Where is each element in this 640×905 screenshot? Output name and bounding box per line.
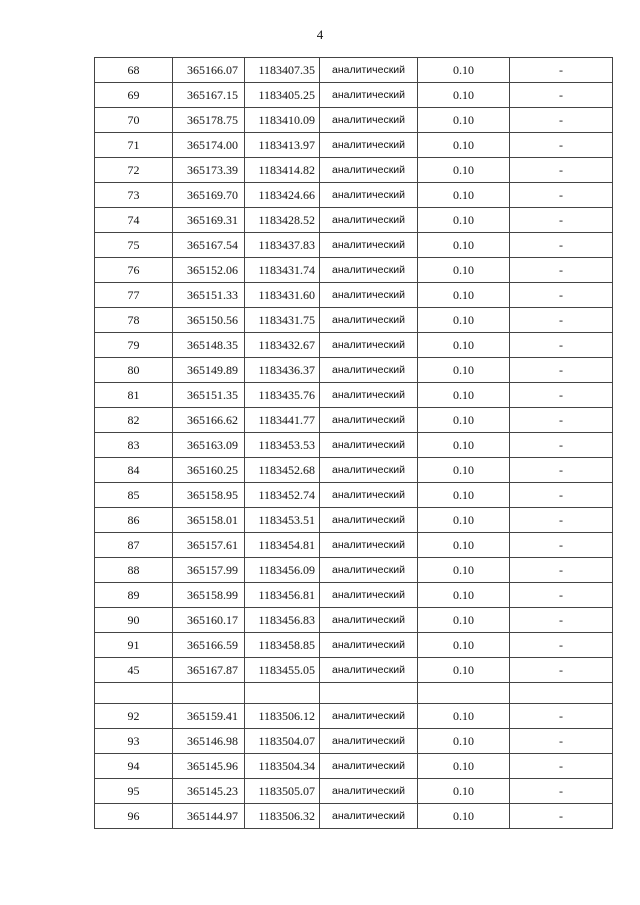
- point-number-cell: 82: [95, 408, 173, 433]
- note-cell: -: [510, 804, 613, 829]
- note-cell: -: [510, 408, 613, 433]
- point-number-cell: 94: [95, 754, 173, 779]
- table-row: [95, 208, 613, 233]
- note-cell: -: [510, 258, 613, 283]
- x-coordinate-cell: 365163.09: [173, 433, 245, 458]
- point-number-cell: 73: [95, 183, 173, 208]
- point-number-cell: 84: [95, 458, 173, 483]
- y-coordinate-cell: 1183456.83: [245, 608, 320, 633]
- table-row: [95, 108, 613, 133]
- accuracy-cell: 0.10: [418, 58, 510, 83]
- x-coordinate-cell: 365178.75: [173, 108, 245, 133]
- x-coordinate-cell: 365169.31: [173, 208, 245, 233]
- note-cell: -: [510, 158, 613, 183]
- point-number-cell: 75: [95, 233, 173, 258]
- x-coordinate-cell: 365149.89: [173, 358, 245, 383]
- y-coordinate-cell: 1183456.09: [245, 558, 320, 583]
- point-number-cell: 88: [95, 558, 173, 583]
- point-number-cell: 70: [95, 108, 173, 133]
- method-cell: аналитический: [320, 233, 418, 258]
- page-number: 4: [316, 27, 324, 42]
- x-coordinate-cell: 365152.06: [173, 258, 245, 283]
- x-coordinate-cell: 365158.95: [173, 483, 245, 508]
- accuracy-cell: 0.10: [418, 633, 510, 658]
- point-number-cell: 83: [95, 433, 173, 458]
- table-row: [95, 158, 613, 183]
- x-coordinate-cell: 365144.97: [173, 804, 245, 829]
- table-row: [95, 358, 613, 383]
- point-number-cell: 72: [95, 158, 173, 183]
- note-cell: -: [510, 283, 613, 308]
- accuracy-cell: 0.10: [418, 508, 510, 533]
- method-cell: аналитический: [320, 333, 418, 358]
- accuracy-cell: 0.10: [418, 333, 510, 358]
- y-coordinate-cell: 1183453.51: [245, 508, 320, 533]
- point-number-cell: 78: [95, 308, 173, 333]
- y-coordinate-cell: 1183456.81: [245, 583, 320, 608]
- x-coordinate-cell: 365166.62: [173, 408, 245, 433]
- accuracy-cell: 0.10: [418, 608, 510, 633]
- method-cell: аналитический: [320, 358, 418, 383]
- x-coordinate-cell: 365146.98: [173, 729, 245, 754]
- accuracy-cell: 0.10: [418, 133, 510, 158]
- y-coordinate-cell: 1183410.09: [245, 108, 320, 133]
- table-row: [95, 633, 613, 658]
- empty-cell: [510, 683, 613, 704]
- table-row: [95, 233, 613, 258]
- accuracy-cell: 0.10: [418, 583, 510, 608]
- note-cell: -: [510, 533, 613, 558]
- point-number-cell: 71: [95, 133, 173, 158]
- point-number-cell: 93: [95, 729, 173, 754]
- method-cell: аналитический: [320, 408, 418, 433]
- point-number-cell: 45: [95, 658, 173, 683]
- method-cell: аналитический: [320, 633, 418, 658]
- y-coordinate-cell: 1183435.76: [245, 383, 320, 408]
- point-number-cell: 79: [95, 333, 173, 358]
- y-coordinate-cell: 1183437.83: [245, 233, 320, 258]
- accuracy-cell: 0.10: [418, 704, 510, 729]
- empty-cell: [320, 683, 418, 704]
- accuracy-cell: 0.10: [418, 208, 510, 233]
- x-coordinate-cell: 365157.99: [173, 558, 245, 583]
- accuracy-cell: 0.10: [418, 83, 510, 108]
- method-cell: аналитический: [320, 208, 418, 233]
- method-cell: аналитический: [320, 83, 418, 108]
- point-number-cell: 89: [95, 583, 173, 608]
- note-cell: -: [510, 58, 613, 83]
- x-coordinate-cell: 365158.99: [173, 583, 245, 608]
- method-cell: аналитический: [320, 458, 418, 483]
- note-cell: -: [510, 508, 613, 533]
- point-number-cell: 87: [95, 533, 173, 558]
- x-coordinate-cell: 365148.35: [173, 333, 245, 358]
- accuracy-cell: 0.10: [418, 754, 510, 779]
- method-cell: аналитический: [320, 383, 418, 408]
- note-cell: -: [510, 458, 613, 483]
- method-cell: аналитический: [320, 729, 418, 754]
- point-number-cell: 85: [95, 483, 173, 508]
- x-coordinate-cell: 365160.25: [173, 458, 245, 483]
- method-cell: аналитический: [320, 108, 418, 133]
- empty-cell: [95, 683, 173, 704]
- method-cell: аналитический: [320, 183, 418, 208]
- table-row: [95, 383, 613, 408]
- x-coordinate-cell: 365174.00: [173, 133, 245, 158]
- point-number-cell: 76: [95, 258, 173, 283]
- y-coordinate-cell: 1183504.34: [245, 754, 320, 779]
- y-coordinate-cell: 1183458.85: [245, 633, 320, 658]
- method-cell: аналитический: [320, 158, 418, 183]
- table-row: [95, 183, 613, 208]
- y-coordinate-cell: 1183436.37: [245, 358, 320, 383]
- accuracy-cell: 0.10: [418, 779, 510, 804]
- accuracy-cell: 0.10: [418, 358, 510, 383]
- method-cell: аналитический: [320, 558, 418, 583]
- table-row: [95, 779, 613, 804]
- note-cell: -: [510, 608, 613, 633]
- y-coordinate-cell: 1183407.35: [245, 58, 320, 83]
- x-coordinate-cell: 365167.15: [173, 83, 245, 108]
- table-row-empty: [95, 683, 613, 704]
- x-coordinate-cell: 365166.07: [173, 58, 245, 83]
- point-number-cell: 80: [95, 358, 173, 383]
- accuracy-cell: 0.10: [418, 483, 510, 508]
- note-cell: -: [510, 779, 613, 804]
- note-cell: -: [510, 108, 613, 133]
- accuracy-cell: 0.10: [418, 258, 510, 283]
- y-coordinate-cell: 1183454.81: [245, 533, 320, 558]
- method-cell: аналитический: [320, 583, 418, 608]
- accuracy-cell: 0.10: [418, 458, 510, 483]
- y-coordinate-cell: 1183506.12: [245, 704, 320, 729]
- x-coordinate-cell: 365145.23: [173, 779, 245, 804]
- table-row: [95, 133, 613, 158]
- x-coordinate-cell: 365150.56: [173, 308, 245, 333]
- table-row: [95, 458, 613, 483]
- table-row: [95, 433, 613, 458]
- note-cell: -: [510, 633, 613, 658]
- method-cell: аналитический: [320, 508, 418, 533]
- method-cell: аналитический: [320, 533, 418, 558]
- x-coordinate-cell: 365151.35: [173, 383, 245, 408]
- table-row: [95, 729, 613, 754]
- table-row: [95, 258, 613, 283]
- table-row: [95, 83, 613, 108]
- x-coordinate-cell: 365158.01: [173, 508, 245, 533]
- y-coordinate-cell: 1183455.05: [245, 658, 320, 683]
- y-coordinate-cell: 1183413.97: [245, 133, 320, 158]
- accuracy-cell: 0.10: [418, 558, 510, 583]
- note-cell: -: [510, 583, 613, 608]
- method-cell: аналитический: [320, 308, 418, 333]
- accuracy-cell: 0.10: [418, 533, 510, 558]
- note-cell: -: [510, 133, 613, 158]
- point-number-cell: 81: [95, 383, 173, 408]
- note-cell: -: [510, 658, 613, 683]
- note-cell: -: [510, 233, 613, 258]
- note-cell: -: [510, 729, 613, 754]
- note-cell: -: [510, 558, 613, 583]
- accuracy-cell: 0.10: [418, 233, 510, 258]
- y-coordinate-cell: 1183504.07: [245, 729, 320, 754]
- method-cell: аналитический: [320, 779, 418, 804]
- table-row: [95, 408, 613, 433]
- table-row: [95, 704, 613, 729]
- table-row: [95, 58, 613, 83]
- note-cell: -: [510, 704, 613, 729]
- x-coordinate-cell: 365157.61: [173, 533, 245, 558]
- accuracy-cell: 0.10: [418, 729, 510, 754]
- table-row: [95, 308, 613, 333]
- method-cell: аналитический: [320, 258, 418, 283]
- y-coordinate-cell: 1183453.53: [245, 433, 320, 458]
- method-cell: аналитический: [320, 608, 418, 633]
- method-cell: аналитический: [320, 804, 418, 829]
- note-cell: -: [510, 183, 613, 208]
- note-cell: -: [510, 208, 613, 233]
- table-row: [95, 658, 613, 683]
- point-number-cell: 77: [95, 283, 173, 308]
- x-coordinate-cell: 365166.59: [173, 633, 245, 658]
- table-row: [95, 533, 613, 558]
- table-row: [95, 754, 613, 779]
- y-coordinate-cell: 1183441.77: [245, 408, 320, 433]
- accuracy-cell: 0.10: [418, 383, 510, 408]
- note-cell: -: [510, 754, 613, 779]
- point-number-cell: 90: [95, 608, 173, 633]
- y-coordinate-cell: 1183432.67: [245, 333, 320, 358]
- y-coordinate-cell: 1183505.07: [245, 779, 320, 804]
- method-cell: аналитический: [320, 658, 418, 683]
- empty-cell: [245, 683, 320, 704]
- table-body: [95, 58, 613, 829]
- method-cell: аналитический: [320, 433, 418, 458]
- y-coordinate-cell: 1183452.68: [245, 458, 320, 483]
- note-cell: -: [510, 308, 613, 333]
- table-row: [95, 558, 613, 583]
- accuracy-cell: 0.10: [418, 804, 510, 829]
- empty-cell: [418, 683, 510, 704]
- x-coordinate-cell: 365173.39: [173, 158, 245, 183]
- x-coordinate-cell: 365151.33: [173, 283, 245, 308]
- accuracy-cell: 0.10: [418, 158, 510, 183]
- note-cell: -: [510, 383, 613, 408]
- table-row: [95, 804, 613, 829]
- x-coordinate-cell: 365145.96: [173, 754, 245, 779]
- x-coordinate-cell: 365159.41: [173, 704, 245, 729]
- y-coordinate-cell: 1183414.82: [245, 158, 320, 183]
- note-cell: -: [510, 483, 613, 508]
- y-coordinate-cell: 1183405.25: [245, 83, 320, 108]
- point-number-cell: 91: [95, 633, 173, 658]
- point-number-cell: 68: [95, 58, 173, 83]
- point-number-cell: 86: [95, 508, 173, 533]
- table-row: [95, 333, 613, 358]
- method-cell: аналитический: [320, 704, 418, 729]
- y-coordinate-cell: 1183431.74: [245, 258, 320, 283]
- x-coordinate-cell: 365167.87: [173, 658, 245, 683]
- method-cell: аналитический: [320, 283, 418, 308]
- method-cell: аналитический: [320, 754, 418, 779]
- accuracy-cell: 0.10: [418, 658, 510, 683]
- method-cell: аналитический: [320, 58, 418, 83]
- y-coordinate-cell: 1183428.52: [245, 208, 320, 233]
- table-row: [95, 283, 613, 308]
- y-coordinate-cell: 1183431.60: [245, 283, 320, 308]
- accuracy-cell: 0.10: [418, 183, 510, 208]
- point-number-cell: 96: [95, 804, 173, 829]
- note-cell: -: [510, 433, 613, 458]
- x-coordinate-cell: 365167.54: [173, 233, 245, 258]
- x-coordinate-cell: 365169.70: [173, 183, 245, 208]
- coordinates-table: [94, 57, 613, 829]
- accuracy-cell: 0.10: [418, 108, 510, 133]
- y-coordinate-cell: 1183431.75: [245, 308, 320, 333]
- table-row: [95, 608, 613, 633]
- point-number-cell: 92: [95, 704, 173, 729]
- method-cell: аналитический: [320, 133, 418, 158]
- y-coordinate-cell: 1183506.32: [245, 804, 320, 829]
- table-row: [95, 483, 613, 508]
- point-number-cell: 74: [95, 208, 173, 233]
- accuracy-cell: 0.10: [418, 283, 510, 308]
- note-cell: -: [510, 333, 613, 358]
- note-cell: -: [510, 358, 613, 383]
- y-coordinate-cell: 1183424.66: [245, 183, 320, 208]
- accuracy-cell: 0.10: [418, 308, 510, 333]
- point-number-cell: 95: [95, 779, 173, 804]
- note-cell: -: [510, 83, 613, 108]
- table-row: [95, 583, 613, 608]
- empty-cell: [173, 683, 245, 704]
- point-number-cell: 69: [95, 83, 173, 108]
- x-coordinate-cell: 365160.17: [173, 608, 245, 633]
- method-cell: аналитический: [320, 483, 418, 508]
- accuracy-cell: 0.10: [418, 433, 510, 458]
- accuracy-cell: 0.10: [418, 408, 510, 433]
- table-row: [95, 508, 613, 533]
- y-coordinate-cell: 1183452.74: [245, 483, 320, 508]
